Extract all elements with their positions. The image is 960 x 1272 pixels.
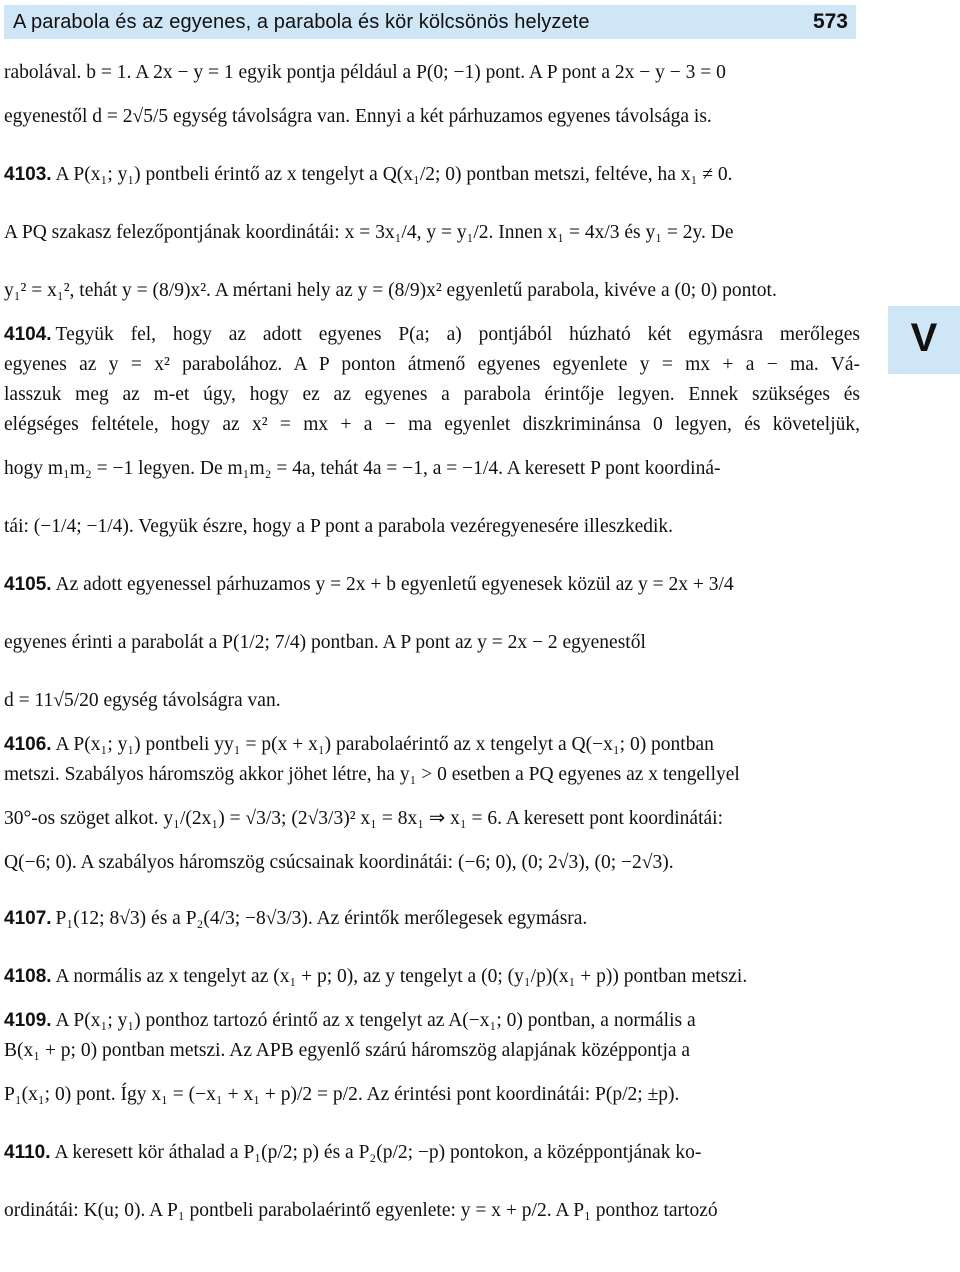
text-line <box>4 58 860 88</box>
text-line <box>4 1066 860 1124</box>
problem-start-line <box>4 730 860 760</box>
text-line <box>4 88 860 146</box>
problem-number: 4103. <box>4 164 52 185</box>
text-line <box>4 790 860 848</box>
problem-start-line <box>4 948 860 1006</box>
text-line <box>4 380 860 410</box>
problem-number: 4110. <box>4 1142 51 1163</box>
problem-start-line <box>4 1124 860 1182</box>
line-text: rabolával. b = 1. A 2x − y = 1 egyik pontja például a P(0; −1) pont. A P pont a 2x − y − 3 = 0 <box>4 62 726 83</box>
problem-number: 4109. <box>4 1010 52 1031</box>
line-text: P₁(x₁; 0) pont. Így x₁ = (−x₁ + x₁ + p)/2 = p/2. Az érintési pont koordinátái: P(p/2; ±p). <box>4 1084 680 1105</box>
problem-start-line <box>4 1006 860 1036</box>
line-text: A P(x₁; y₁) ponthoz tartozó érintő az x tengelyt az A(−x₁; 0) pontban, a normális a <box>55 1010 696 1031</box>
line-text: d = 11√5/20 egység távolságra van. <box>4 690 281 711</box>
line-text: metszi. Szabályos háromszög akkor jöhet létre, ha y₁ > 0 esetben a PQ egyenes az x tengellyel <box>4 764 740 785</box>
page-number: 573 <box>812 10 848 33</box>
line-text: elégséges feltétele, hogy az x² = mx + a − ma egyenlet diszkriminánsa 0 legyen, és követeljük, <box>4 414 860 435</box>
text-line <box>4 440 860 498</box>
page-header <box>4 5 856 39</box>
problem-number: 4107. <box>4 908 52 929</box>
text-line <box>4 760 860 790</box>
text-line <box>4 672 860 730</box>
problem-number: 4106. <box>4 734 52 755</box>
line-text: A normális az x tengelyt az (x₁ + p; 0), az y tengelyt a (0; (y₁/p)(x₁ + p)) pontban metszi. <box>55 966 748 987</box>
line-text: lasszuk meg az m-et úgy, hogy ez az egyenes a parabola érintője legyen. Ennek szükséges és <box>4 384 860 405</box>
line-text: Q(−6; 0). A szabályos háromszög csúcsainak koordinátái: (−6; 0), (0; 2√3), (0; −2√3). <box>4 852 674 873</box>
line-text: hogy m₁m₂ = −1 legyen. De m₁m₂ = 4a, tehát 4a = −1, a = −1/4. A keresett P pont koordiná- <box>4 458 721 479</box>
line-text: ordinátái: K(u; 0). A P₁ pontbeli parabolaérintő egyenlete: y = x + p/2. A P₁ ponthoz tartozó <box>4 1200 718 1221</box>
text-line <box>4 498 860 556</box>
line-text: 30°-os szöget alkot. y₁/(2x₁) = √3/3; (2√3/3)² x₁ = 8x₁ ⇒ x₁ = 6. A keresett pont koordinátái: <box>4 808 723 829</box>
line-text: A P(x₁; y₁) pontbeli érintő az x tengelyt a Q(x₁/2; 0) pontban metszi, feltéve, ha x₁ ≠ 0. <box>55 164 733 185</box>
line-text: B(x₁ + p; 0) pontban metszi. Az APB egyenlő szárú háromszög alapjának középpontja a <box>4 1040 691 1061</box>
problem-number: 4108. <box>4 966 52 987</box>
line-text: A keresett kör áthalad a P₁(p/2; p) és a P₂(p/2; −p) pontokon, a középpontjának ko- <box>54 1142 702 1163</box>
line-text: egyenes érinti a parabolát a P(1/2; 7/4) pontban. A P pont az y = 2x − 2 egyenestől <box>4 632 646 653</box>
text-line <box>4 1182 860 1240</box>
text-line <box>4 410 860 440</box>
text-line <box>4 262 860 320</box>
chapter-tab <box>888 306 960 374</box>
line-text: Az adott egyenessel párhuzamos y = 2x + b egyenletű egyenesek közül az y = 2x + 3/4 <box>55 574 734 595</box>
line-text: egyenes az y = x² parabolához. A P ponton átmenő egyenes egyenlete y = mx + a − ma. Vá- <box>4 354 860 375</box>
line-text: tái: (−1/4; −1/4). Vegyük észre, hogy a P pont a parabola vezéregyenesére illeszkedik. <box>4 516 674 537</box>
section-title: A parabola és az egyenes, a parabola és kör kölcsönös helyzete <box>13 11 590 33</box>
line-text: Tegyük fel, hogy az adott egyenes P(a; a) pontjából húzható két egymásra merőleges <box>55 324 860 345</box>
problem-start-line <box>4 556 860 614</box>
page-body <box>4 58 860 1240</box>
problem-start-line <box>4 146 860 204</box>
text-line <box>4 614 860 672</box>
text-line <box>4 1036 860 1066</box>
problem-number: 4104. <box>4 324 52 345</box>
chapter-letter: V <box>910 316 938 360</box>
text-line <box>4 350 860 380</box>
line-text: A PQ szakasz felezőpontjának koordinátái: x = 3x₁/4, y = y₁/2. Innen x₁ = 4x/3 és y₁ = 2y. De <box>4 222 734 243</box>
problem-start-line <box>4 320 860 350</box>
problem-number: 4105. <box>4 574 52 595</box>
text-line <box>4 204 860 262</box>
text-line <box>4 848 860 878</box>
line-text: P₁(12; 8√3) és a P₂(4/3; −8√3/3). Az érintők merőlegesek egymásra. <box>55 908 588 929</box>
line-text: egyenestől d = 2√5/5 egység távolságra van. Ennyi a két párhuzamos egyenes távolsága is. <box>4 106 712 127</box>
line-text: y₁² = x₁², tehát y = (8/9)x². A mértani hely az y = (8/9)x² egyenletű parabola, kivéve a (0; 0) pontot. <box>4 280 777 301</box>
line-text: A P(x₁; y₁) pontbeli yy₁ = p(x + x₁) parabolaérintő az x tengelyt a Q(−x₁; 0) pontban <box>55 734 714 755</box>
problem-start-line <box>4 890 860 948</box>
